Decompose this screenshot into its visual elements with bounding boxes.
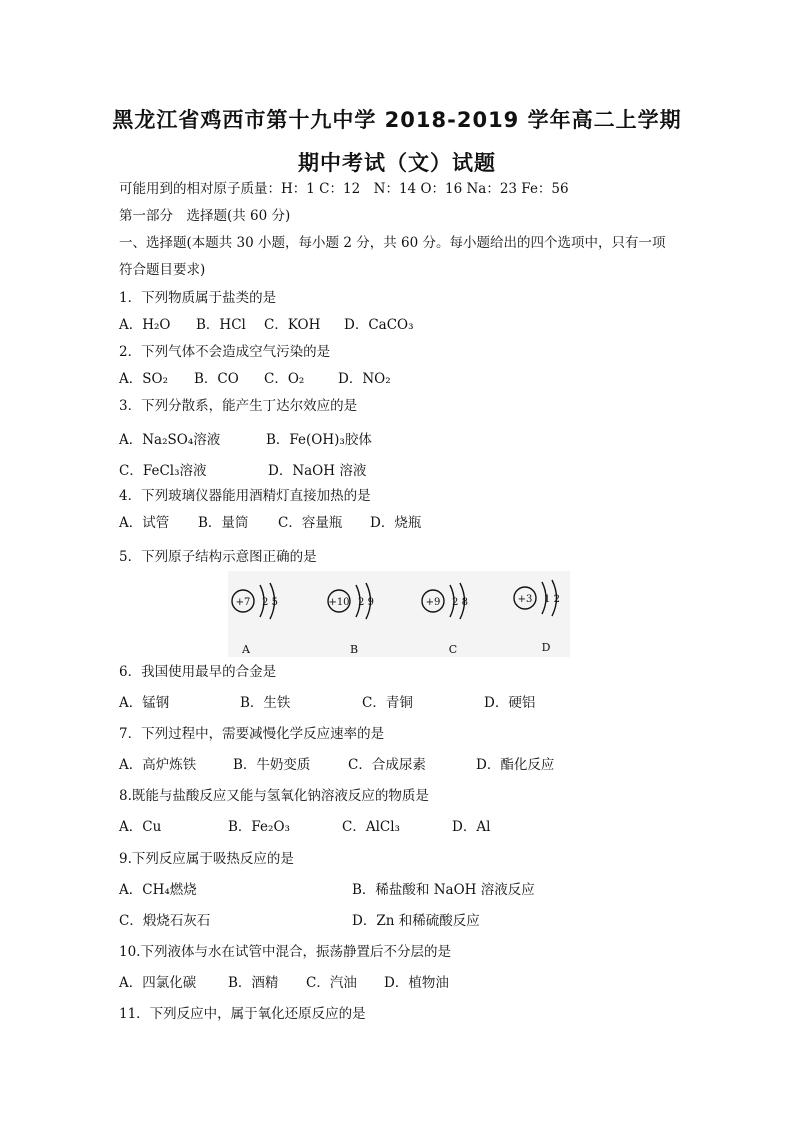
part-heading: 第一部分 选择题(共 60 分) <box>119 208 291 224</box>
atomic-masses-note: 可能用到的相对原子质量：H：1 C：12 N：14 O：16 Na：23 Fe：56 <box>119 181 569 197</box>
q3-option-d: D．NaOH 溶液 <box>268 463 367 479</box>
diagram-a-nucleus: +7 <box>235 597 251 608</box>
question-7-stem: 7．下列过程中，需要减慢化学反应速率的是 <box>119 726 385 742</box>
q7-option-a: A．高炉炼铁 <box>119 757 197 773</box>
q8-option-b: B．Fe₂O₃ <box>228 819 290 835</box>
q1-option-b: B．HCl <box>196 317 246 333</box>
diagram-b-shells: 2 9 <box>358 597 374 608</box>
question-11-stem: 11．下列反应中，属于氧化还原反应的是 <box>119 1006 366 1022</box>
q4-option-c: C．容量瓶 <box>278 515 343 531</box>
q4-option-b: B．量筒 <box>198 515 249 531</box>
q10-option-d: D．植物油 <box>384 975 449 991</box>
q10-option-a: A．四氯化碳 <box>119 975 197 991</box>
q10-option-c: C．汽油 <box>306 975 357 991</box>
diagram-d-label: D <box>541 641 551 654</box>
diagram-b-label: B <box>349 643 359 656</box>
diagram-b-nucleus: +10 <box>328 597 350 608</box>
exam-title-line2: 期中考试（文）试题 <box>298 151 496 175</box>
diagram-c-nucleus: +9 <box>425 597 441 608</box>
section-instructions-line2: 符合题目要求) <box>119 262 206 278</box>
exam-title-line1: 黑龙江省鸡西市第十九中学 2018-2019 学年高二上学期 <box>112 108 682 132</box>
q7-option-d: D．酯化反应 <box>476 757 555 773</box>
question-5-stem: 5．下列原子结构示意图正确的是 <box>119 549 317 565</box>
diagram-a-label: A <box>242 643 250 656</box>
q4-option-d: D．烧瓶 <box>370 515 422 531</box>
q4-option-a: A．试管 <box>119 515 170 531</box>
section-instructions-line1: 一、选择题(本题共 30 小题，每小题 2 分，共 60 分。每小题给出的四个选项中，只有一项 <box>119 235 666 251</box>
question-9-stem: 9.下列反应属于吸热反应的是 <box>119 851 294 867</box>
q2-option-c: C．O₂ <box>264 371 305 387</box>
atomic-structure-diagrams <box>228 571 570 657</box>
question-3-stem: 3．下列分散系，能产生丁达尔效应的是 <box>119 398 358 414</box>
diagram-d-shells: 1 2 <box>544 594 560 605</box>
q9-option-d: D．Zn 和稀硫酸反应 <box>352 913 480 929</box>
q7-option-b: B．牛奶变质 <box>233 757 311 773</box>
q9-option-b: B．稀盐酸和 NaOH 溶液反应 <box>352 882 535 898</box>
question-10-stem: 10.下列液体与水在试管中混合，振荡静置后不分层的是 <box>119 944 451 960</box>
q7-option-c: C．合成尿素 <box>348 757 426 773</box>
q1-option-c: C．KOH <box>264 317 321 333</box>
q1-option-a: A．H₂O <box>119 317 171 333</box>
q6-option-c: C．青铜 <box>362 695 413 711</box>
q6-option-b: B．生铁 <box>240 695 291 711</box>
q2-option-b: B．CO <box>194 371 239 387</box>
question-6-stem: 6．我国使用最早的合金是 <box>119 664 277 680</box>
q8-option-c: C．AlCl₃ <box>342 819 400 835</box>
diagram-d-nucleus: +3 <box>517 594 533 605</box>
q9-option-a: A．CH₄燃烧 <box>119 882 197 898</box>
q2-option-a: A．SO₂ <box>119 371 168 387</box>
question-4-stem: 4．下列玻璃仪器能用酒精灯直接加热的是 <box>119 488 371 504</box>
q10-option-b: B．酒精 <box>228 975 279 991</box>
question-8-stem: 8.既能与盐酸反应又能与氢氧化钠溶液反应的物质是 <box>119 788 429 804</box>
q3-option-c: C．FeCl₃溶液 <box>119 463 207 479</box>
q3-option-a: A．Na₂SO₄溶液 <box>119 432 221 448</box>
question-2-stem: 2．下列气体不会造成空气污染的是 <box>119 344 331 360</box>
q8-option-d: D．Al <box>452 819 491 835</box>
question-1-stem: 1．下列物质属于盐类的是 <box>119 290 277 306</box>
diagram-c-label: C <box>448 643 458 656</box>
q6-option-a: A．锰钢 <box>119 695 170 711</box>
diagram-a-shells: 2 5 <box>262 597 278 608</box>
q2-option-d: D．NO₂ <box>338 371 391 387</box>
q3-option-b: B．Fe(OH)₃胶体 <box>266 432 372 448</box>
q8-option-a: A．Cu <box>119 819 162 835</box>
q9-option-c: C．煅烧石灰石 <box>119 913 211 929</box>
diagram-c-shells: 2 8 <box>452 597 468 608</box>
q6-option-d: D．硬铝 <box>484 695 536 711</box>
q1-option-d: D．CaCO₃ <box>344 317 414 333</box>
